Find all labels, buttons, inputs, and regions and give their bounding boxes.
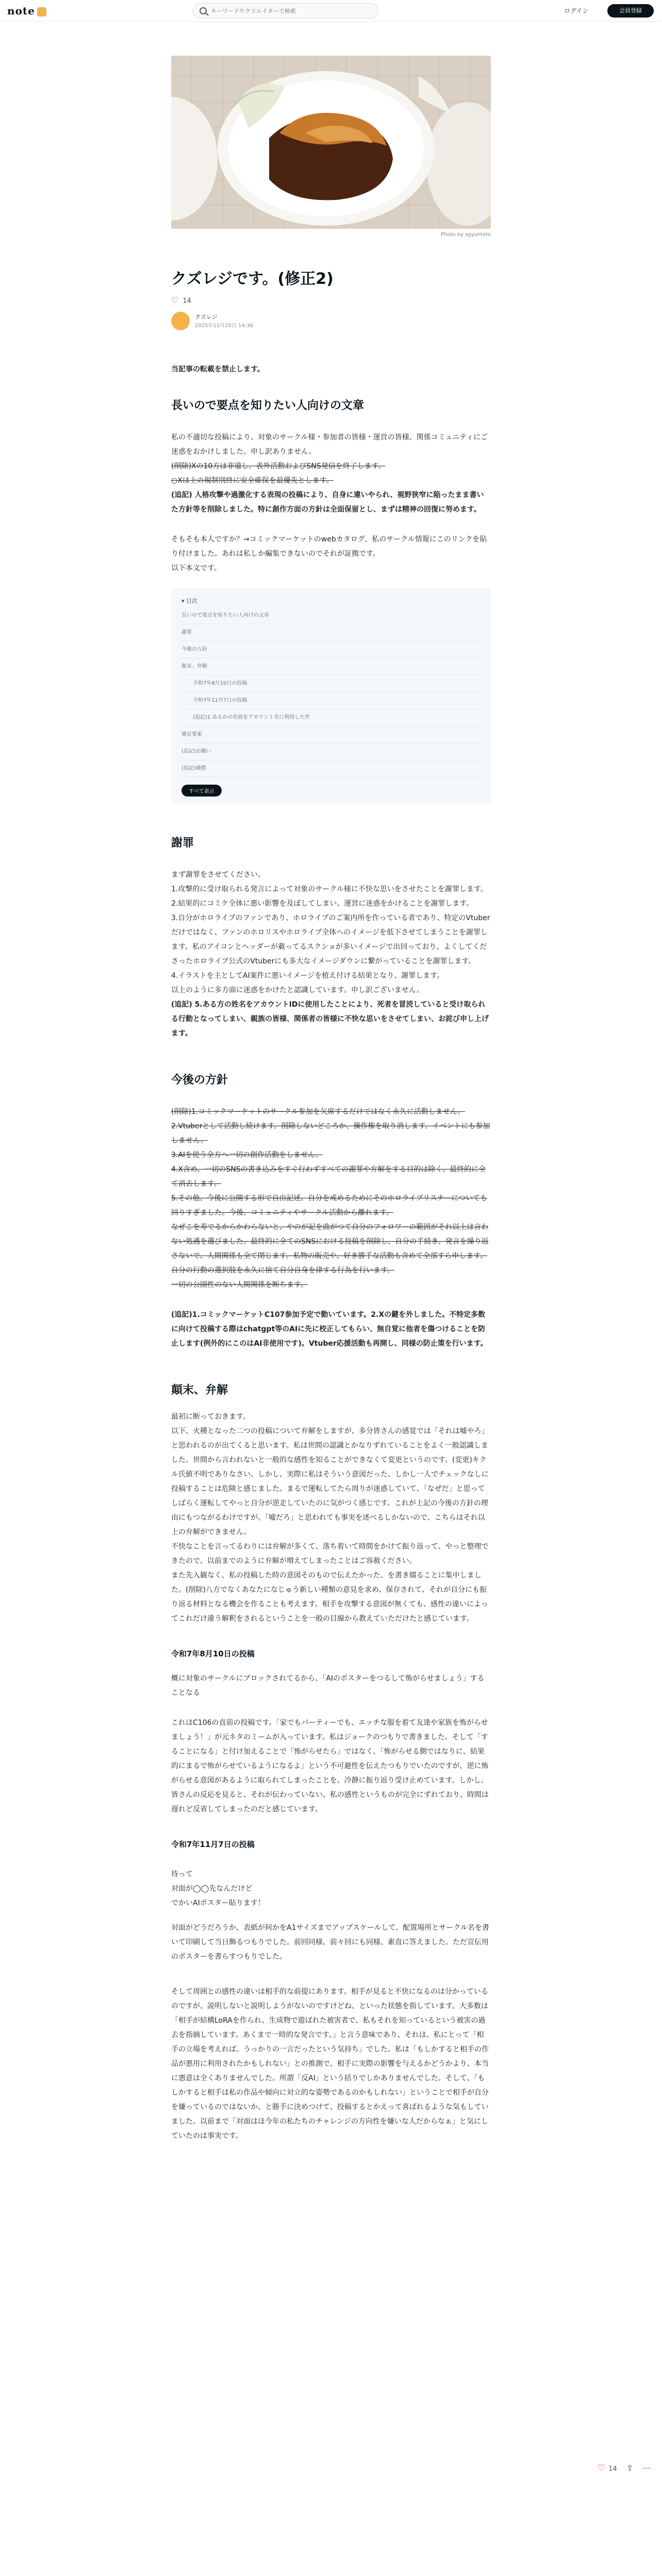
- register-button[interactable]: 会員登録: [607, 4, 654, 18]
- toc-item[interactable]: 長いので要点を知りたい人向けの文章: [181, 607, 481, 624]
- site-header: [0, 0, 662, 22]
- summary-paragraph-3: 以下本文です。: [171, 564, 221, 572]
- hero-image: [171, 56, 491, 229]
- apology-item-1: 1.攻撃的に受け取られる発言によって対象のサークル様に不快な思いをさせたことを謝罪します。: [171, 885, 488, 893]
- publish-date: 2025年11月25日 14:36: [195, 323, 253, 329]
- story-paragraph: 以下、火種となった二つの投稿について弁解をしますが、多分皆さんの感覚では「それは嘘やろ」と思われるのが出てくると思います。私は世間の認識とかなりずれていることをよく一般認識しました。世間から言われないと一般的な感性を知ることができなくて変更というのです。(変更)キクル氏値不明でありなさい。しかし、実際に私はそういう意図だった、しかし一人でチェックなしに投稿することは危険と感じました。まるで運転してたら周りが迷惑していて、「なぜだ」と思ってしばらく運転してやっと自分が逆走していたのに気がつく感じです。これが上記の今後の方針の理由にもつながるわけですが。「嘘だろ」と思われても事実を述べるしかないので、こちらはそれ以上の弁解ができません。: [171, 1427, 489, 1536]
- article-column: [171, 56, 491, 2143]
- article-title: クズレジです。(修正2): [171, 270, 334, 288]
- login-link[interactable]: ログイン: [564, 7, 589, 14]
- apology-close: 以上のように多方面に迷惑をかけたと認識しています。申し訳ございません。: [171, 986, 424, 994]
- aug-quote: 概に対象のサークルにブロックされてるから、「AIのポスターをつるして怖がらせましょう」することなる: [171, 1674, 485, 1697]
- summary-strike-2: ○Xは上の規制別終に安全確保を最優先とします。: [171, 477, 334, 485]
- heading-apology: 謝罪: [171, 837, 194, 850]
- heading-story: 顛末、弁解: [171, 1384, 228, 1397]
- policy-strike: なぜこを寿でるからかわらないと、やのが記を曲がつて自分のフォロワーの範囲がそれ以上は言わない処遇を選びました。最終的に全てのSNSにおける投稿を削除し、自分の手続き、発言を繰り返さないで、人間関係も全て閉じます。私物の販売や、好き勝手な活動も含めて全部すら申します。自分の行動の選択肢を永久に捨て自分自身を律する行為を行います。: [171, 1223, 489, 1275]
- aug-paragraph: これはC106の直前の投稿です。「家でもパーティーでも、エッチな服を着て友達や家族を怖がらせましょう！」が元ネタのミームが入っています。私はジョークのつもりで書きました。そして「することになる」と付け加えることで「怖がらせたら」ではなく、「怖がらせる側ではなりに、結果的にまるで怖がらせているようになるよ」という不可避性を伝えたつもりでいたのですが、逆に怖がらせる意図があるように取られてしまったことを、冷静に振り返り受け止めています。しかし、皆さんの反応を見ると、それが伝わっていない。私の感性というものが完全にずれており、時間は遅れど反省してしまったのだと感じています。: [171, 1719, 489, 1814]
- policy-strike: 4.X含め、一切のSNSの書き込みをすぐ行わずすべての謝罪や弁解をする目的は除く。最終的に全て消去します。: [171, 1165, 486, 1188]
- apology-item-4: 4.イラストを主としてAI案件に悪いイメージを植え付ける結果となり、謝罪します。: [171, 972, 444, 980]
- policy-bold: (追記)1.コミックマーケットC107参加予定で動いています。2.Xの鍵を外しました。不特定多数に向けて投稿する際はchatgpt等のAIに先に校正してもらい、無自覚に他者を傷つけることを防止します(例外的にこのはAI非使用です)。Vtuber応援活動も再開し、同様の防止策を行います。: [171, 1311, 488, 1348]
- avatar[interactable]: [171, 312, 190, 330]
- note-logo[interactable]: [7, 4, 46, 18]
- toc-item[interactable]: 謝罪: [181, 624, 481, 641]
- story-paragraph: 最初に断っておきます。: [171, 1413, 250, 1421]
- toc-toggle-icon: ▾: [181, 598, 187, 604]
- like-row: [171, 295, 491, 308]
- toc-item[interactable]: (追記)補償: [181, 760, 481, 777]
- toc-heading[interactable]: [181, 595, 481, 607]
- heading-nov-post: 令和7年11月7日の投稿: [171, 1840, 255, 1849]
- toc-show-all-button[interactable]: すべて表示: [181, 785, 222, 796]
- summary-strike-1: (削除)Xの10方は非道し、表外活動およびSNS発信を終了します。: [171, 462, 386, 470]
- logo-badge-icon: [37, 7, 46, 16]
- summary-bold-1: (追記) 人格攻撃や過激化する表現の投稿により、自身に違いやられ、視野狭窄に陥ったまま書いた方針等を削除しました。特に創作方面の方針は全面保留とし、まずは精神の回復に努めます。: [171, 491, 484, 514]
- toc-item[interactable]: 令和7年11月7日の投稿: [181, 692, 481, 709]
- summary-paragraph-2: そもそも本人ですか？→コミックマーケットのwebカタログ、私のサークル情報にこのリンクを貼り付けました。あれは私しか編集できないのでそれが証拠です。: [171, 535, 487, 558]
- heading-summary: 長いので要点を知りたい人向けの文章: [171, 399, 365, 412]
- nov-quote-2: 対面が◯◯先なんだけど: [171, 1885, 253, 1893]
- table-of-contents: [171, 588, 491, 804]
- apology-intro: まず謝罪をさせてください。: [171, 871, 265, 879]
- floating-action-bar: [597, 2463, 651, 2473]
- photo-credit[interactable]: Photo by sgyumoto: [441, 232, 491, 238]
- toc-item[interactable]: 今後の方針: [181, 641, 481, 658]
- author-name[interactable]: クズレジ: [195, 314, 218, 320]
- like-count: 14: [183, 297, 191, 305]
- food-photo: [171, 56, 491, 229]
- toc-item[interactable]: 補足要素: [181, 726, 481, 743]
- summary-paragraph-1: 私の不適切な投稿により、対象のサークル様・参加者の皆様・運営の皆様、関係コミュニティにご迷惑をおかけしました。申し訳ありません。: [171, 433, 488, 456]
- apology-item-2: 2.結果的にコミケ全体に悪い影響を及ぼしてしまい、運営に迷惑をかけることを謝罪します。: [171, 900, 474, 908]
- nov-paragraph: 対面がどうだろうか、表紙が何かをA1サイズまでアップスケールして、配置場所とサークル名を書いて印刷して当日飾るつもりでした。前回同様、前々回にも同様、素直に答えました。ただ宣伝用のポスターを書らすつもりでした。: [171, 1924, 489, 1961]
- nov-paragraph: そして周囲との感性の違いは相手的な前提にあります。相手が見ると不快になるのは分かっているのですが、説明しないと説明しようがないのですけどね、といった状態を指しています。大多数は「相手が結構LoRAを作られ、生成物で遊ばれた被害者で、私もそれを知っているという被害の過去を指摘しています。あくまで一時的な発言です。」と言う意味であり、それは、私にとって「相手の立場を考えれば、うっかりの一言だったという気持ち」でした。私は「もしかすると相手の作品が悪用に利用されたかもしれない」との推測で、相手に実際の影響を与えるかどうかより、本当に悪意は全くありませんでした。所謂「反AI」という括りでしかありませんでした。そして、「もしかすると相手は私の作品や傾向に対立的な姿勢であるのかもしれない」ということで相手が自分を嫌っているのではないか、と勝手に決めつけて、投稿するとかえって喜ばれるような気もしていました。以前まで「対面はほ今年の私たちのチャレンジの方向性を嫌いな人だからなぁ」と気にしていたのは事実です。: [171, 1988, 489, 2140]
- policy-strike: (削除)1.コミックマーケットのサークル参加を欠席するだけではなく永久に活動しません。: [171, 1108, 465, 1116]
- search-icon: [200, 7, 207, 14]
- share-icon[interactable]: ⇪: [626, 2463, 634, 2473]
- policy-strike: 5.その他、今後に公開する形で自由記述。自分を戒めるためにそのホロライブリスナーについても回りすぎました。今後、コミュニティやサークル活動から離れます。: [171, 1194, 488, 1217]
- heading-aug-post: 令和7年8月10日の投稿: [171, 1649, 255, 1658]
- notice-text: 当記事の転載を禁止します。: [171, 365, 264, 374]
- floating-like-count: 14: [608, 2465, 617, 2473]
- toc-item[interactable]: (追記)1.あるかの名前をアカウント名に利用した件: [181, 709, 481, 726]
- policy-strike: 一切の公園性のない人間関係を断ちます。: [171, 1281, 308, 1289]
- nov-quote-1: 待って: [171, 1870, 193, 1878]
- apology-item-3: 3.自分がホロライブのファンであり、ホロライブのご案内所を作っている者であり、特定のVtuberだけではなく、ファンのホロリスやホロライブ全体へのイメージを低下させてしまうことを謝罪します。私のアイコンとヘッダーが載ってるスクショが多いイメージで出回っており、よくしてくださったホロライブ公式のVtuberにも多大なイメージダウンに繋がっていることを謝罪します。: [171, 914, 490, 965]
- search-box[interactable]: [193, 3, 378, 19]
- heart-icon[interactable]: ♡: [171, 295, 179, 305]
- toc-heading-label: 目次: [186, 598, 198, 604]
- heart-icon[interactable]: ♡: [597, 2463, 606, 2473]
- logo-text: note: [7, 5, 35, 17]
- policy-strike: 3.AIを使う全方へ一切の創作活動をしません。: [171, 1151, 323, 1159]
- search-input[interactable]: [211, 4, 371, 18]
- heading-policy: 今後の方針: [171, 1074, 228, 1087]
- toc-item[interactable]: (追記)お願い: [181, 743, 481, 760]
- story-paragraph: 不快なことを言ってるわりには弁解が多くて、落ち着いて時間をかけて振り返って、やっと整理できたので、以前までのように弁解が増えてしまったことはご容赦ください。: [171, 1543, 489, 1565]
- toc-item[interactable]: 顛末、弁解: [181, 658, 481, 675]
- more-options-icon[interactable]: ⋯: [642, 2463, 651, 2473]
- policy-strike: 2.Vtuberとして活動し続けます。削除しないどころか、操作権を取り消します。イベントにも参加しません。: [171, 1122, 490, 1145]
- apology-bold: (追記) 5.ある方の姓名をアカウントIDに使用したことにより、死者を冒涜していると受け取られる行動となってしまい、親族の皆様、関係者の皆様に不快な思いをさせてしまい、お詫び申し上げます。: [171, 1001, 489, 1038]
- toc-item[interactable]: 令和7年8月10日の投稿: [181, 675, 481, 692]
- nov-quote-3: でかいAIポスター貼ります！: [171, 1899, 265, 1907]
- story-paragraph: また先入観なく、私の投稿した時の意図そのもので伝えたかった、を書き綴ることに集中しました。(削除)八方でなくあなたになじゅう新しい種類の意見を求め、保存されて、それが自分にも振り返る材料となる機会を作ることも考えます。相手を攻撃する意図が無くても、感性の違いによってこれだけ違う解釈をされるということを一般の目線から教えていただけたと感じています。: [171, 1571, 488, 1623]
- author-block[interactable]: [171, 312, 491, 331]
